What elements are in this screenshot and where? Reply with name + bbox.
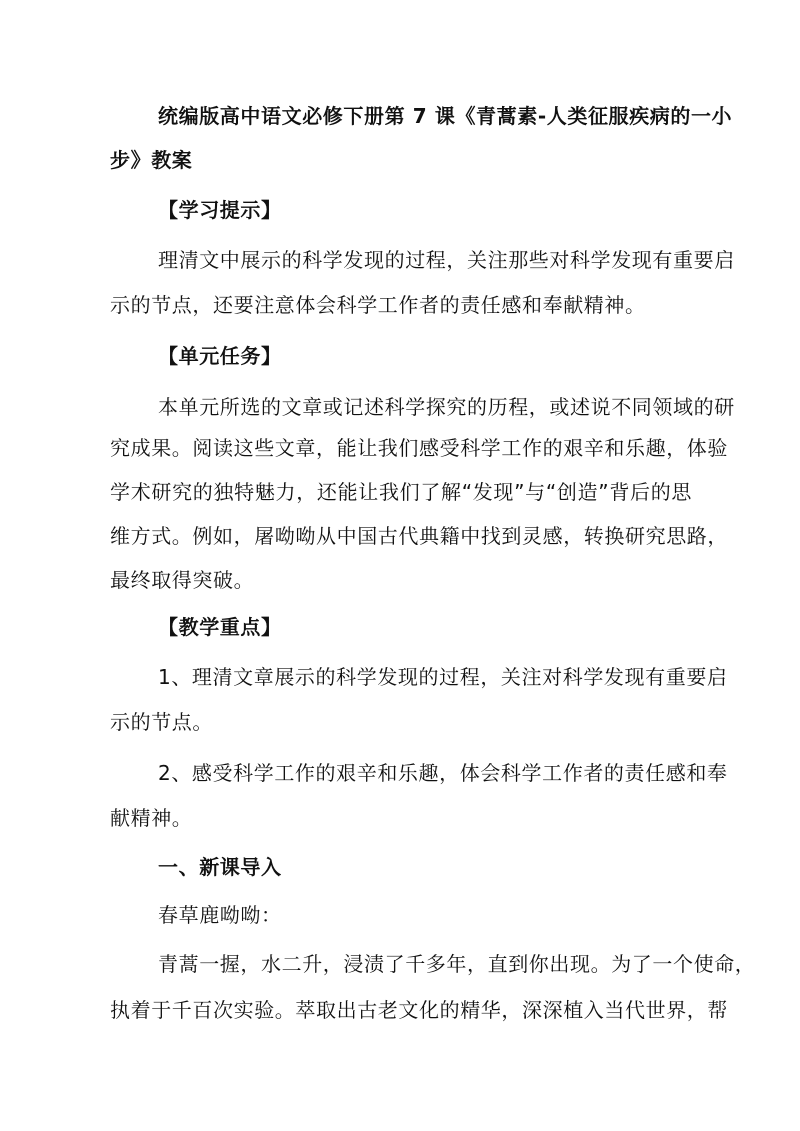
- key-point-2-line-2: 献精神。: [110, 806, 193, 830]
- study-tips-paragraph-line-1: 理清文中展示的科学发现的过程，关注那些对科学发现有重要启: [158, 248, 735, 272]
- poem-line-1: 青蒿一握，水二升，浸渍了千多年，直到你出现。为了一个使命，: [158, 952, 756, 976]
- unit-task-paragraph-line-4: 维方式。例如，屠呦呦从中国古代典籍中找到灵感，转换研究思路，: [110, 524, 728, 548]
- section-heading-intro: 一、新课导入: [158, 855, 282, 879]
- document-title-line-2: 步》教案: [110, 148, 193, 172]
- document-title-line-1: 统编版高中语文必修下册第 7 课《青蒿素-人类征服疾病的一小: [158, 104, 733, 128]
- unit-task-paragraph-line-2: 究成果。阅读这些文章，能让我们感受科学工作的艰辛和乐趣，体验: [110, 436, 728, 460]
- key-point-1-line-1: 1、理清文章展示的科学发现的过程，关注对科学发现有重要启: [158, 665, 728, 689]
- key-point-2-line-1: 2、感受科学工作的艰辛和乐趣，体会科学工作者的责任感和奉: [158, 761, 728, 785]
- unit-task-paragraph-line-1: 本单元所选的文章或记述科学探究的历程，或述说不同领域的研: [158, 395, 735, 419]
- unit-task-paragraph-line-5: 最终取得突破。: [110, 568, 255, 592]
- key-point-1-line-2: 示的节点。: [110, 710, 213, 734]
- section-heading-study-tips: 【学习提示】: [158, 198, 282, 222]
- study-tips-paragraph-line-2: 示的节点，还要注意体会科学工作者的责任感和奉献精神。: [110, 293, 646, 317]
- intro-subtitle: 春草鹿呦呦：: [158, 903, 282, 927]
- section-heading-unit-task: 【单元任务】: [158, 344, 282, 368]
- poem-line-2: 执着于千百次实验。萃取出古老文化的精华，深深植入当代世界，帮: [110, 998, 728, 1022]
- section-heading-key-points: 【教学重点】: [158, 615, 282, 639]
- unit-task-paragraph-line-3: 学术研究的独特魅力，还能让我们了解“发现”与“创造”背后的思: [110, 480, 692, 504]
